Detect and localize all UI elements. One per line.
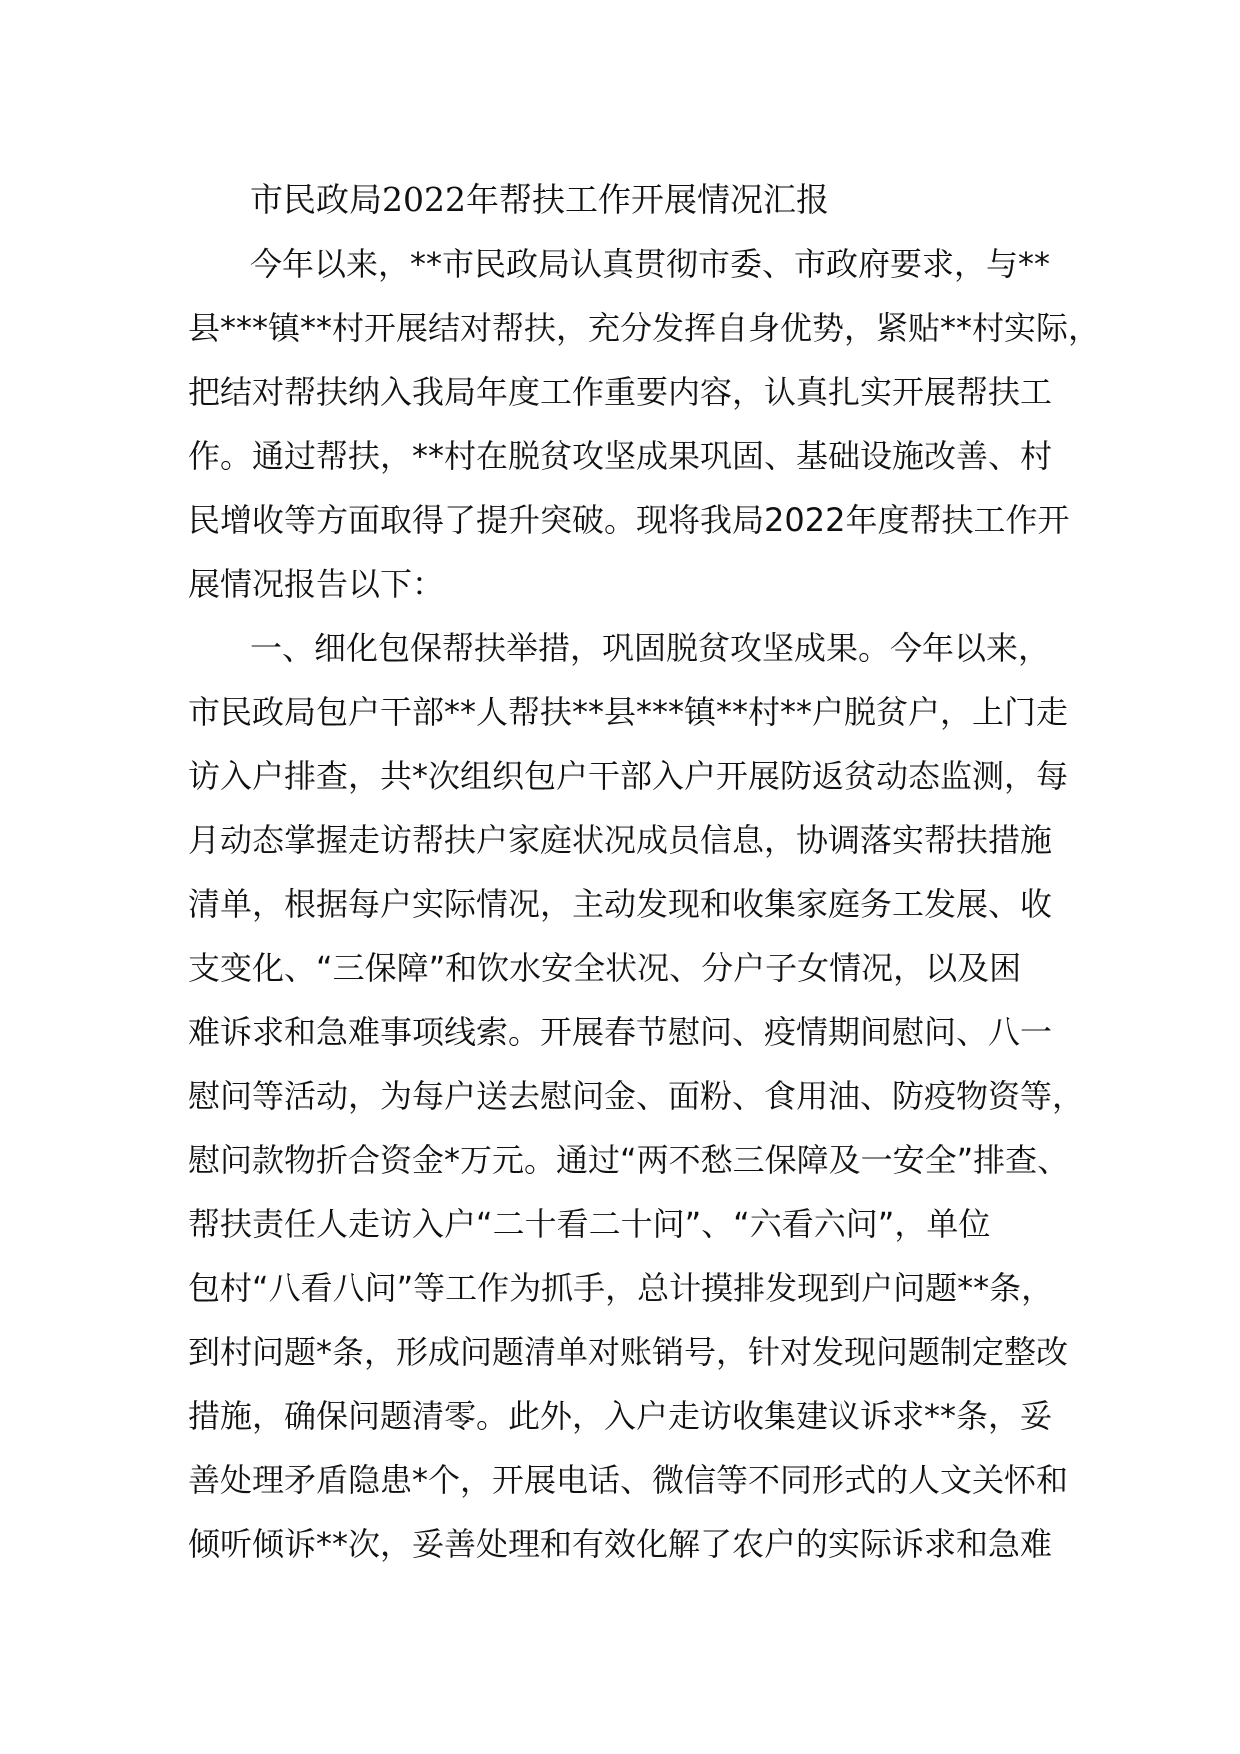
paragraph-line: 今年以来，**市民政局认真贯彻市委、市政府要求，与** xyxy=(250,245,1051,283)
paragraph-line: 县***镇**村开展结对帮扶，充分发挥自身优势，紧贴**村实际， xyxy=(188,309,1101,347)
paragraph-line: 善处理矛盾隐患*个，开展电话、微信等不同形式的人文关怀和 xyxy=(188,1461,1069,1499)
document-title: 市民政局2022年帮扶工作开展情况汇报 xyxy=(250,180,829,219)
paragraph-line: 展情况报告以下： xyxy=(188,565,445,603)
paragraph-line: 民增收等方面取得了提升突破。现将我局2022年度帮扶工作开 xyxy=(188,501,1070,539)
paragraph-line: 作。通过帮扶，**村在脱贫攻坚成果巩固、基础设施改善、村 xyxy=(188,437,1053,475)
paragraph-line: 包村“八看八问”等工作为抓手，总计摸排发现到户问题**条， xyxy=(188,1269,1054,1307)
paragraph-line: 访入户排查，共*次组织包户干部入户开展防返贫动态监测，每 xyxy=(188,757,1069,795)
paragraph-intro xyxy=(188,232,1101,616)
paragraph-line: 市民政局包户干部**人帮扶**县***镇**村**户脱贫户，上门走 xyxy=(188,693,1069,731)
document-body xyxy=(188,232,1101,1576)
paragraph-section-one xyxy=(188,616,1088,1576)
paragraph-line: 慰问等活动，为每户送去慰问金、面粉、食用油、防疫物资等， xyxy=(188,1077,1085,1115)
paragraph-line: 帮扶责任人走访入户“二十看二十问”、“六看六问”，单位 xyxy=(188,1205,991,1243)
paragraph-line: 措施，确保问题清零。此外，入户走访收集建议诉求**条，妥 xyxy=(188,1397,1053,1435)
paragraph-line: 把结对帮扶纳入我局年度工作重要内容，认真扎实开展帮扶工 xyxy=(188,373,1053,411)
paragraph-line: 一、细化包保帮扶举措，巩固脱贫攻坚成果。今年以来， xyxy=(250,629,1051,667)
paragraph-line: 倾听倾诉**次，妥善处理和有效化解了农户的实际诉求和急难 xyxy=(188,1525,1053,1563)
paragraph-line: 慰问款物折合资金*万元。通过“两不愁三保障及一安全”排查、 xyxy=(188,1141,1070,1179)
paragraph-line: 清单，根据每户实际情况，主动发现和收集家庭务工发展、收 xyxy=(188,885,1053,923)
paragraph-line: 难诉求和急难事项线索。开展春节慰问、疫情期间慰问、八一 xyxy=(188,1013,1053,1051)
paragraph-line: 到村问题*条，形成问题清单对账销号，针对发现问题制定整改 xyxy=(188,1333,1069,1371)
paragraph-line: 月动态掌握走访帮扶户家庭状况成员信息，协调落实帮扶措施 xyxy=(188,821,1053,859)
paragraph-line: 支变化、“三保障”和饮水安全状况、分户子女情况，以及困 xyxy=(188,949,1022,987)
